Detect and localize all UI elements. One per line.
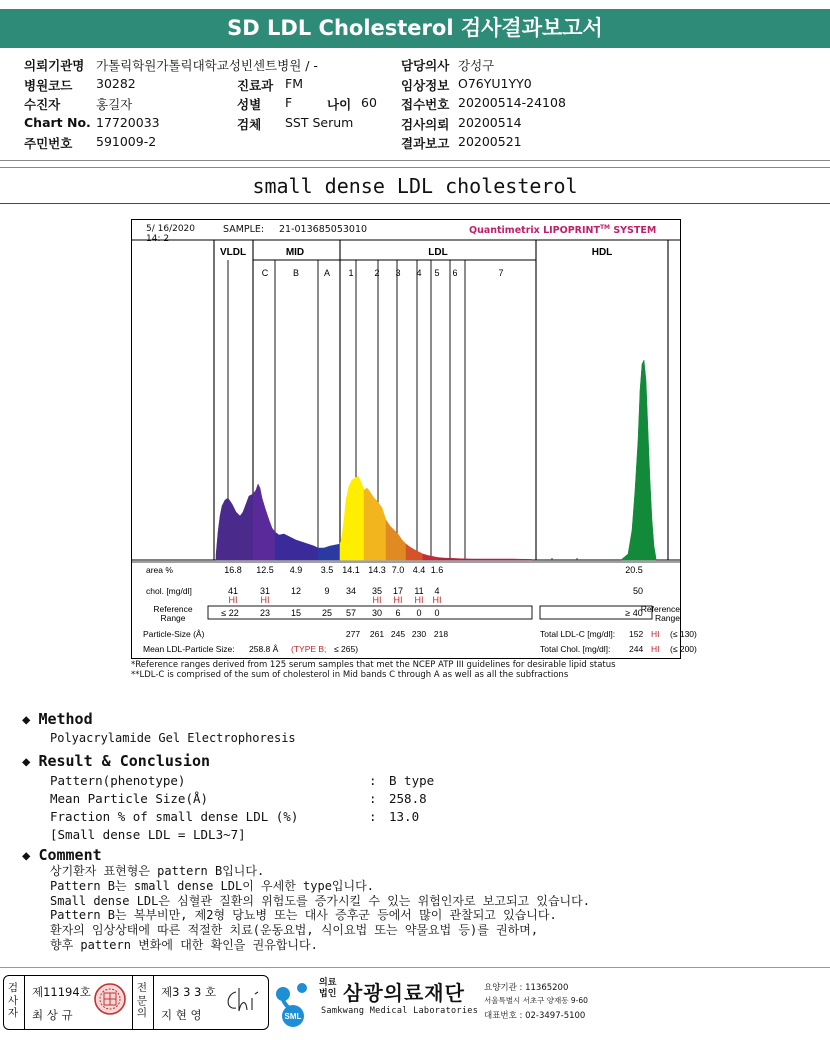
chol-value: 35 — [371, 586, 383, 596]
patient-info — [0, 0, 830, 160]
patient-value: 홍길자 — [96, 97, 133, 112]
comment-body — [50, 864, 590, 953]
subfraction-label: 1 — [348, 268, 354, 278]
inst-value: 가톨릭학원가톨릭대학교성빈센트병원 / - — [96, 58, 318, 73]
subfraction-label: 6 — [452, 268, 458, 278]
area-value: 3.5 — [320, 565, 334, 575]
ref-right-label: Range — [654, 613, 680, 623]
report-title: SD LDL Cholesterol 검사결과보고서 — [227, 16, 603, 40]
ref-value: 0 — [416, 608, 422, 618]
method-text: Polyacrylamide Gel Electrophoresis — [50, 731, 296, 745]
chol-value: 31 — [259, 586, 271, 596]
org-phone: 대표번호 : 02-3497-5100 — [484, 1011, 586, 1021]
id-value: 591009-2 — [96, 134, 157, 149]
method-heading: ◆ Method — [22, 710, 93, 728]
receipt-value: 20200514-24108 — [458, 95, 566, 110]
divider — [153, 975, 154, 1030]
result-heading: ◆ Result & Conclusion — [22, 752, 211, 770]
footer — [0, 970, 830, 1040]
code-value: 30282 — [96, 76, 136, 91]
type-label: (TYPE B; — [291, 644, 327, 654]
ref-value: 6 — [395, 608, 401, 618]
specimen-label: 검체 — [237, 117, 262, 132]
brand-label: Quantimetrix LIPOPRINT™ SYSTEM — [469, 224, 657, 237]
chol-value: 11 — [414, 586, 424, 596]
vldl-peak — [216, 494, 253, 560]
ref-right-label: Reference — [640, 604, 680, 614]
particle-size-value: 277 — [345, 629, 361, 639]
particle-size-value: 245 — [390, 629, 406, 639]
ldl1-peak — [340, 476, 364, 560]
tester-label: 검사자 — [7, 982, 19, 1019]
area-row-label: area % — [146, 565, 173, 575]
hi-flag: HI — [372, 595, 382, 605]
tester-number: 제11194호 — [32, 985, 91, 999]
diamond-icon: ◆ — [22, 754, 31, 770]
comment-line: 향후 pattern 변화에 대한 확인을 권유합니다. — [50, 937, 318, 952]
ref-value: ≥ 40 — [625, 608, 643, 618]
ref-label: Reference — [153, 604, 193, 614]
ref-value: 15 — [290, 608, 302, 618]
chol-value: 50 — [632, 586, 644, 596]
chol-value: 4 — [434, 586, 440, 596]
hi-flag: HI — [228, 595, 238, 605]
subfraction-label: B — [292, 268, 300, 278]
hi-flag: HI — [414, 595, 424, 605]
logo-name: 삼광의료재단 — [343, 981, 465, 1005]
lipoprint-chart — [131, 219, 697, 659]
id-label: 주민번호 — [24, 136, 73, 151]
clinical-label: 임상정보 — [401, 78, 450, 93]
divider — [0, 160, 830, 161]
particle-size-label: Particle-Size (Å) — [143, 629, 205, 639]
mean-size-label: Mean LDL-Particle Size: — [143, 644, 235, 654]
specimen-value: SST Serum — [285, 115, 354, 130]
logo-english: Samkwang Medical Laboratories — [321, 1006, 479, 1016]
age-label: 나이 — [327, 97, 352, 112]
mid-a-peak — [318, 544, 340, 560]
chol-value: 17 — [392, 586, 404, 596]
chart-no-label: Chart No. — [24, 115, 91, 130]
total-ldl-value: 152 — [629, 629, 644, 639]
subfraction-label: 4 — [416, 268, 422, 278]
ref-box — [208, 606, 532, 619]
clinical-value: O76YU1YY0 — [458, 76, 532, 91]
hdl-peak — [622, 360, 656, 560]
doctor-label: 담당의사 — [401, 58, 450, 73]
comment-line: Pattern B는 복부비만, 제2형 당뇨병 또는 대사 증후군 등에서 많이 관찰되고 있습니다. — [50, 908, 557, 923]
mid-c-peak — [253, 484, 275, 560]
result-label-3: Fraction % of small dense LDL (%) — [50, 809, 299, 824]
ldl2-peak — [364, 488, 386, 560]
comment-line: Small dense LDL은 심혈관 질환의 위험도를 증가시킬 수 있는 위험인자로 보고되고 있습니다. — [50, 893, 590, 908]
total-ldl-flag: HI — [651, 629, 660, 639]
subfraction-label: 3 — [395, 268, 401, 278]
chol-value: 9 — [324, 586, 330, 596]
tester-name: 최 상 규 — [32, 1008, 73, 1022]
area-value: 1.6 — [430, 565, 444, 575]
title-underline — [0, 203, 830, 204]
request-value: 20200514 — [458, 115, 522, 130]
sex-label: 성별 — [237, 97, 262, 112]
subfraction-label: C — [261, 268, 269, 278]
hi-flag: HI — [432, 595, 442, 605]
signature-image — [222, 984, 262, 1016]
result-label-2: Mean Particle Size(Å) — [50, 791, 209, 806]
ref-value: 0 — [434, 608, 440, 618]
footer-divider — [0, 967, 830, 968]
patient-label: 수진자 — [24, 97, 61, 112]
area-value: 12.5 — [256, 565, 274, 575]
total-chol-label: Total Chol. [mg/dl]: — [540, 644, 611, 654]
diamond-icon: ◆ — [22, 848, 31, 864]
subfraction-label: 7 — [498, 268, 504, 278]
logo-badge: SML — [284, 1012, 302, 1021]
age-value: 60 — [361, 95, 377, 110]
sample-id: 21-013685053010 — [279, 224, 368, 235]
ref-value: 30 — [371, 608, 383, 618]
comment-line: Pattern B는 small dense LDL이 우세한 type입니다. — [50, 878, 374, 893]
subfraction-label: 2 — [374, 268, 380, 278]
mid-b-peak — [275, 532, 318, 560]
divider — [0, 167, 830, 168]
comment-line: 상기환자 표현형은 pattern B입니다. — [50, 864, 265, 878]
result-note: [Small dense LDL = LDL3~7] — [50, 827, 246, 842]
comment-line: 환자의 임상상태에 따른 적절한 치료(운동요법, 식이요법 또는 약물요법 등)를 권하며, — [50, 923, 539, 938]
group-label: LDL — [428, 247, 448, 258]
ref-value: 23 — [259, 608, 271, 618]
result-value-1: B type — [389, 773, 435, 788]
subfraction-label: A — [323, 268, 331, 278]
sample-label: SAMPLE: — [223, 224, 265, 235]
mean-size-value: 258.8 Å — [249, 644, 279, 654]
area-value: 7.0 — [391, 565, 405, 575]
area-value: 20.5 — [625, 565, 643, 575]
logo-prefix: 의료법인 — [319, 978, 337, 999]
divider — [24, 975, 25, 1030]
chart-svg — [132, 220, 697, 658]
hi-flag: HI — [260, 595, 270, 605]
total-ldl-label: Total LDL-C [mg/dl]: — [540, 629, 616, 639]
particle-size-value: 261 — [369, 629, 385, 639]
result-colon: : — [369, 773, 377, 788]
receipt-label: 접수번호 — [401, 97, 450, 112]
area-value: 4.9 — [289, 565, 303, 575]
comment-heading: ◆ Comment — [22, 846, 102, 864]
chol-value: 12 — [290, 586, 302, 596]
ldl5-peak — [423, 554, 438, 560]
ref-value: 25 — [321, 608, 333, 618]
ref-value: ≤ 22 — [221, 608, 239, 618]
chart-date: 5/ 16/2020 — [146, 224, 196, 234]
chart-no-value: 17720033 — [96, 115, 160, 130]
total-chol-ref: (≤ 200) — [670, 644, 697, 654]
total-chol-value: 244 — [629, 644, 644, 654]
chol-row-label: chol. [mg/dl] — [146, 586, 192, 596]
section-title: small dense LDL cholesterol — [252, 174, 578, 198]
expert-label: 전문의 — [136, 982, 148, 1019]
hi-flag: HI — [393, 595, 403, 605]
ldl4-peak — [406, 544, 423, 560]
org-address: 서울특별시 서초구 양재동 9-60 — [484, 996, 588, 1005]
report-date-label: 결과보고 — [401, 136, 450, 151]
ref-label: Range — [160, 613, 186, 623]
chart-notes — [131, 660, 616, 680]
doctor-value: 강성구 — [458, 58, 495, 73]
divider — [132, 975, 133, 1030]
result-colon: : — [369, 791, 377, 806]
expert-name: 지 현 영 — [161, 1008, 202, 1022]
expert-number: 제3 3 3 호 — [161, 985, 217, 999]
dept-value: FM — [285, 76, 303, 91]
area-value: 4.4 — [412, 565, 426, 575]
sex-value: F — [285, 95, 293, 110]
particle-size-value: 230 — [411, 629, 427, 639]
type-ref: ≤ 265) — [334, 644, 359, 654]
result-value-2: 258.8 — [389, 791, 427, 806]
diamond-icon: ◆ — [22, 712, 31, 728]
org-code: 요양기관 : 11365200 — [484, 983, 569, 993]
ldl3-peak — [386, 520, 406, 560]
group-label: VLDL — [219, 247, 247, 258]
result-value-3: 13.0 — [389, 809, 420, 824]
note-1: *Reference ranges derived from 125 serum samples that met the NCEP ATP III guidelines for desirable lipid status — [131, 660, 616, 670]
chart-time: 14: 2 — [146, 234, 170, 244]
note-2: **LDL-C is comprised of the sum of cholesterol in Mid bands C through A as well as all the subfractions — [131, 670, 569, 680]
group-label: MID — [285, 247, 305, 258]
subfraction-label: 5 — [434, 268, 440, 278]
area-value: 16.8 — [224, 565, 242, 575]
request-label: 검사의뢰 — [401, 117, 450, 132]
ref-value: 57 — [345, 608, 357, 618]
particle-size-value: 218 — [433, 629, 449, 639]
dept-label: 진료과 — [237, 78, 274, 93]
area-value: 14.1 — [342, 565, 360, 575]
seal-icon — [93, 982, 127, 1016]
result-colon: : — [369, 809, 377, 824]
chol-value: 34 — [345, 586, 357, 596]
total-chol-flag: HI — [651, 644, 660, 654]
total-ldl-ref: (≤ 130) — [670, 629, 697, 639]
result-label-1: Pattern(phenotype) — [50, 773, 186, 788]
ldl6-peak — [438, 558, 532, 561]
report-date-value: 20200521 — [458, 134, 522, 149]
code-label: 병원코드 — [24, 78, 73, 93]
chol-value: 41 — [227, 586, 239, 596]
area-value: 14.3 — [368, 565, 386, 575]
inst-label: 의뢰기관명 — [24, 58, 85, 73]
group-label: HDL — [591, 247, 613, 258]
sml-logo-icon — [269, 976, 317, 1028]
